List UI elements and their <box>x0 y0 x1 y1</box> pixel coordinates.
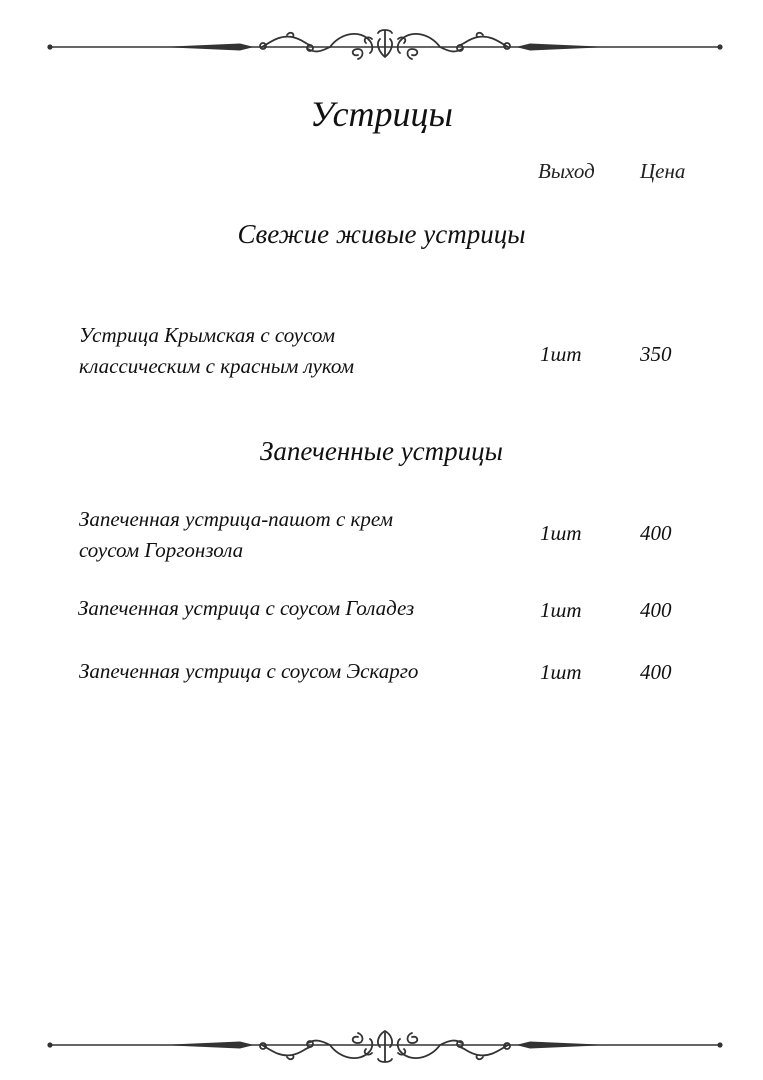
item-price: 400 <box>640 660 672 684</box>
page-title: Устрицы <box>310 94 453 134</box>
item-qty: 1шт <box>540 660 582 684</box>
item-name <box>78 593 538 624</box>
item-name-line: Запеченная устрица с соусом Эскарго <box>79 659 419 683</box>
item-name <box>79 320 499 382</box>
column-header-yield: Выход <box>538 159 595 183</box>
item-name-line: Запеченная устрица-пашот с крем <box>79 507 394 531</box>
item-name <box>79 656 539 687</box>
flourish-icon <box>40 1025 730 1065</box>
item-name <box>79 504 499 566</box>
flourish-icon <box>40 27 730 67</box>
item-name-line: Запеченная устрица с соусом Голадез <box>78 596 415 620</box>
item-qty: 1шт <box>540 598 582 622</box>
section-title-fresh-oysters: Свежие живые устрицы <box>237 219 526 249</box>
top-ornament-divider <box>40 27 730 67</box>
bottom-ornament-divider <box>40 1025 730 1065</box>
item-qty: 1шт <box>540 342 582 366</box>
item-price: 400 <box>640 521 672 545</box>
item-price: 400 <box>640 598 672 622</box>
column-header-price: Цена <box>640 159 686 183</box>
item-price: 350 <box>640 342 672 366</box>
item-name-line: классическим с красным луком <box>79 354 354 378</box>
item-name-line: соусом Горгонзола <box>79 538 244 562</box>
item-qty: 1шт <box>540 521 582 545</box>
item-name-line: Устрица Крымская с соусом <box>79 323 336 347</box>
section-title-baked-oysters: Запеченные устрицы <box>260 436 503 466</box>
